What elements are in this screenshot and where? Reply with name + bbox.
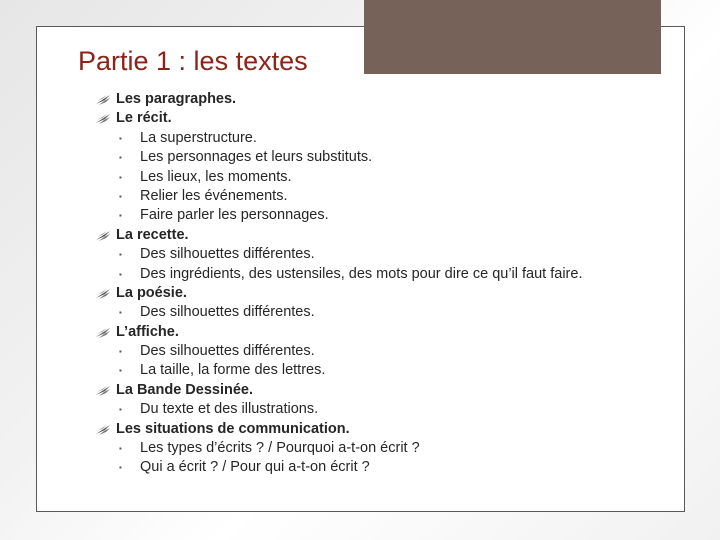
square-bullet-icon: ▪	[119, 308, 122, 318]
list-item-level2	[96, 458, 676, 477]
list-item-text: La poésie.	[116, 284, 187, 301]
list-item-text: Le récit.	[116, 110, 172, 127]
list-item-level1	[96, 90, 676, 109]
square-bullet-icon: ▪	[119, 133, 122, 143]
list-item-text: Des silhouettes différentes.	[140, 304, 315, 321]
list-item-text: Des ingrédients, des ustensiles, des mots pour dire ce qu’il faut faire.	[140, 265, 583, 282]
list-item-level1	[96, 109, 676, 128]
list-item-text: Relier les événements.	[140, 187, 288, 204]
square-bullet-icon: ▪	[119, 444, 122, 454]
list-item-level1	[96, 284, 676, 303]
list-item-level2	[96, 187, 676, 206]
wing-bullet-icon	[96, 425, 110, 435]
list-item-text: Des silhouettes différentes.	[140, 343, 315, 360]
list-item-level1	[96, 323, 676, 342]
list-item-text: La taille, la forme des lettres.	[140, 362, 326, 379]
wing-bullet-icon	[96, 231, 110, 241]
list-item-text: La recette.	[116, 226, 189, 243]
bullet-list	[96, 90, 676, 478]
list-item-text: La superstructure.	[140, 129, 257, 146]
list-item-text: Qui a écrit ? / Pour qui a-t-on écrit ?	[140, 459, 370, 476]
list-item-level2	[96, 168, 676, 187]
title-accent-tab	[364, 0, 661, 74]
list-item-text: Du texte et des illustrations.	[140, 401, 319, 418]
square-bullet-icon: ▪	[119, 153, 122, 163]
list-item-level1	[96, 420, 676, 439]
list-item-text: Les personnages et leurs substituts.	[140, 149, 373, 166]
wing-bullet-icon	[96, 114, 110, 124]
wing-bullet-icon	[96, 328, 110, 338]
list-item-level2	[96, 206, 676, 225]
list-item-text: Les situations de communication.	[116, 420, 350, 437]
square-bullet-icon: ▪	[119, 463, 122, 473]
list-item-text: Les paragraphes.	[116, 91, 237, 107]
list-item-level2	[96, 265, 676, 284]
list-item-level2	[96, 439, 676, 458]
square-bullet-icon: ▪	[119, 269, 122, 279]
list-item-text: Les lieux, les moments.	[140, 168, 292, 185]
square-bullet-icon: ▪	[119, 366, 122, 376]
slide-title: Partie 1 : les textes	[78, 46, 308, 76]
list-item-level2	[96, 303, 676, 322]
list-item-level2	[96, 342, 676, 361]
list-item-level1	[96, 226, 676, 245]
list-item-text: Faire parler les personnages.	[140, 207, 329, 224]
wing-bullet-icon	[96, 95, 110, 105]
list-item-text: Les types d’écrits ? / Pourquoi a-t-on écrit ?	[140, 440, 420, 457]
square-bullet-icon: ▪	[119, 172, 122, 182]
list-item-text: Des silhouettes différentes.	[140, 246, 315, 263]
list-item-level2	[96, 245, 676, 264]
list-item-level2	[96, 361, 676, 380]
list-item-text: La Bande Dessinée.	[116, 381, 253, 398]
square-bullet-icon: ▪	[119, 347, 122, 357]
list-item-level1	[96, 381, 676, 400]
list-item-level2	[96, 400, 676, 419]
list-item-text: L’affiche.	[116, 323, 179, 340]
square-bullet-icon: ▪	[119, 191, 122, 201]
square-bullet-icon: ▪	[119, 211, 122, 221]
wing-bullet-icon	[96, 289, 110, 299]
list-item-level2	[96, 148, 676, 167]
square-bullet-icon: ▪	[119, 250, 122, 260]
list-item-level2	[96, 129, 676, 148]
wing-bullet-icon	[96, 386, 110, 396]
square-bullet-icon: ▪	[119, 405, 122, 415]
